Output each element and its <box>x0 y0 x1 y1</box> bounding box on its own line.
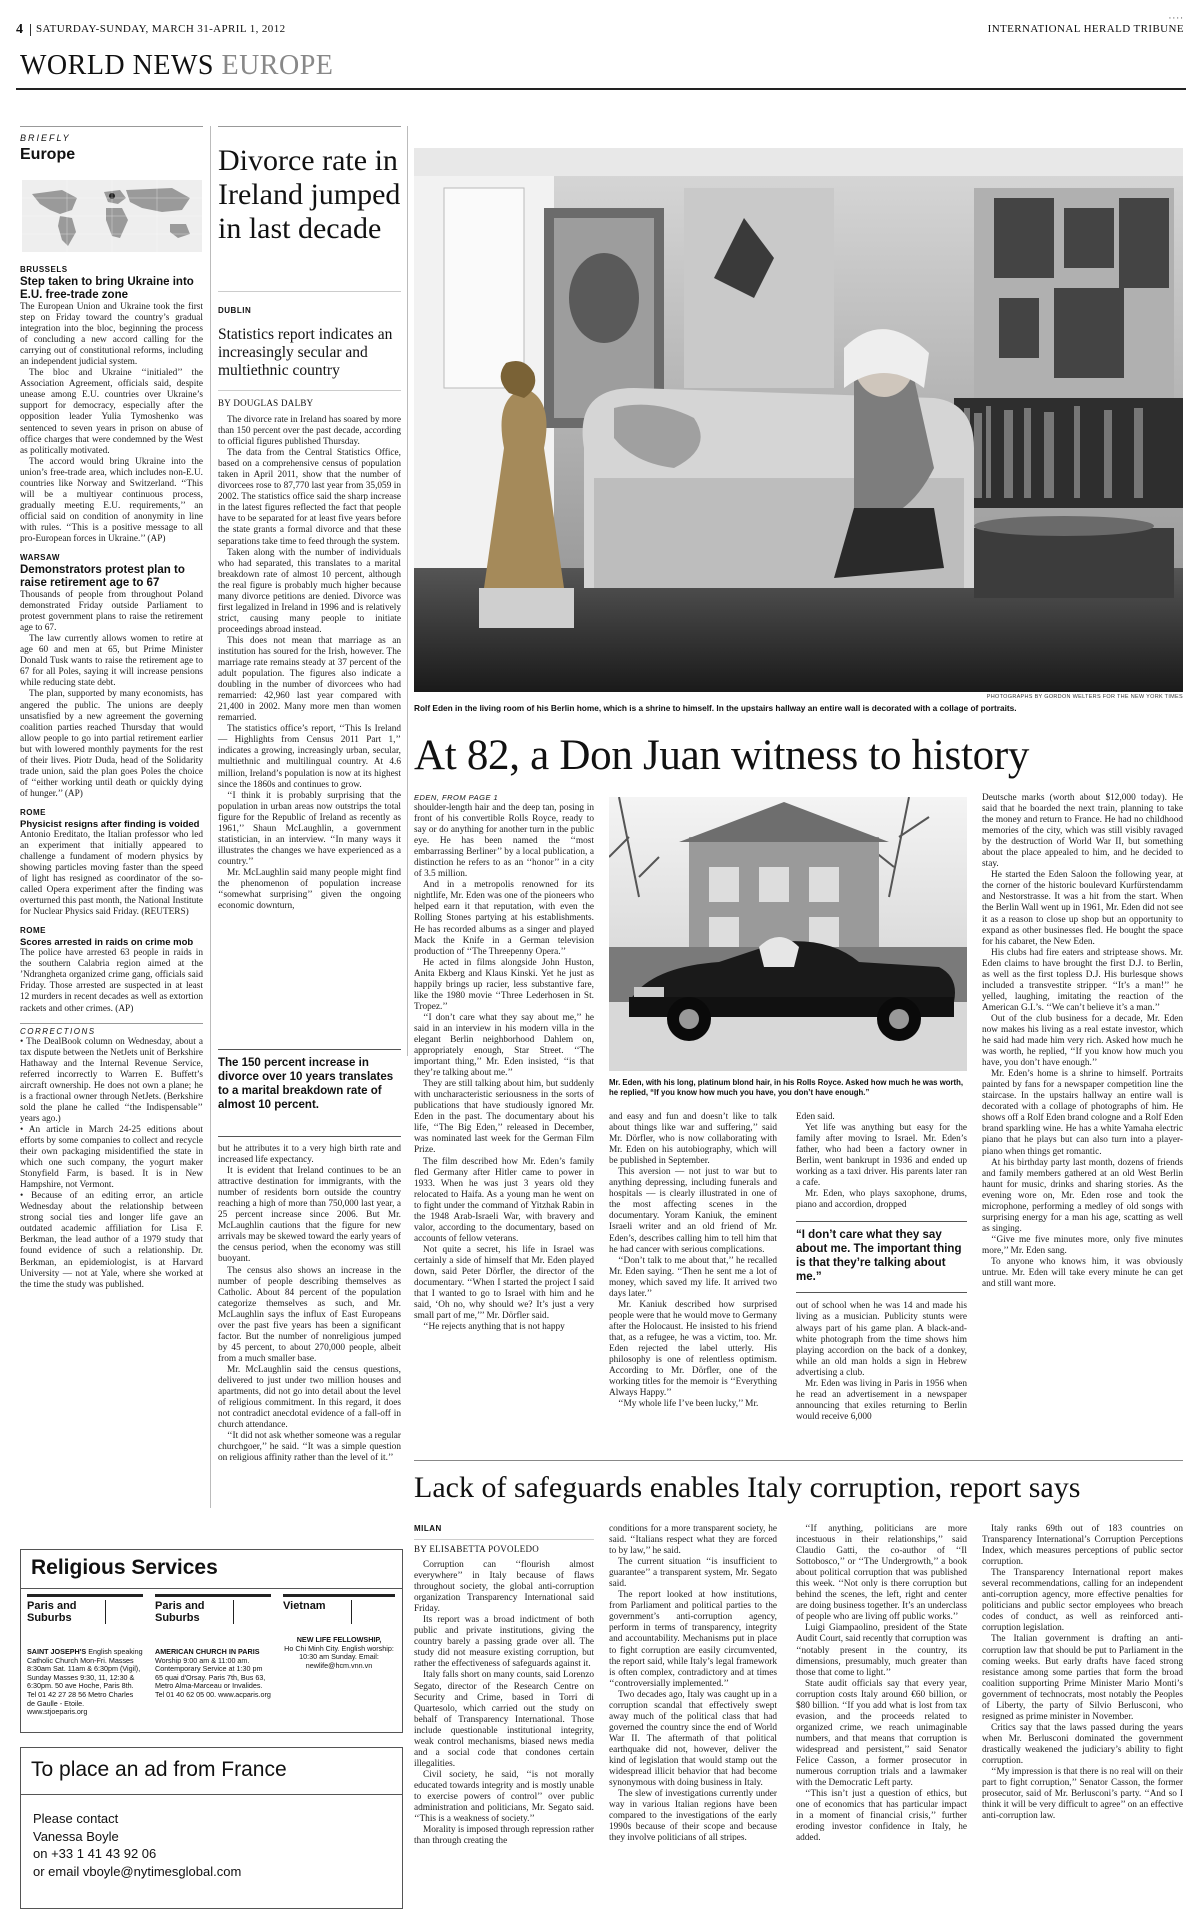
paragraph: It is evident that Ireland continues to be an attractive destination for immigrants, with the number of residents born outside the country reaching a high of more than 750,000 last year, a 25 percent increase since 2006. But Mr. McLaughlin cautions that the figure for new arrivals may be skewed toward the early years of the census period, when the economy was still buoyant. <box>218 1166 401 1265</box>
italy-dateline: MILAN <box>414 1524 442 1533</box>
main-photo-caption: Rolf Eden in the living room of his Berlin home, which is a shrine to himself. In the upstairs hallway an entire wall is decorated with a collage of portraits. <box>414 703 1017 713</box>
brief-dateline: ROME <box>20 926 46 936</box>
region-label: Paris and Suburbs <box>27 1600 106 1624</box>
eden-jump-label: EDEN, FROM PAGE 1 <box>414 793 499 802</box>
paragraph: conditions for a more transparent society, he said. ‘‘Italians respect what they are forced to by law,’’ he said. <box>609 1524 777 1557</box>
religious-region-3 <box>283 1594 395 1670</box>
briefly-top-rule <box>20 126 203 127</box>
section-title <box>20 50 333 82</box>
italy-col-1 <box>414 1524 594 1847</box>
divorce-body <box>218 415 401 912</box>
paragraph: ‘‘I think it is probably surprising that the population in urban areas now outstrips the total figure for the Republic of Ireland as recently as 1961,’’ Shaun McLaughlin, a government statistician, in an interview. ‘‘In many ways it illustrates the changes we have experienced as a country.’’ <box>218 790 401 867</box>
world-map-icon <box>22 180 202 252</box>
eden-col1-body <box>414 803 594 1333</box>
paragraph: Out of the club business for a decade, Mr. Eden now makes his living as a real estate investor, which he said had made him very rich. Asked how much he was worth, he replied, ‘‘If you know how much you have, you don’t have enough.’’ <box>982 1013 1183 1069</box>
divorce-pullquote-box <box>218 1049 401 1112</box>
paragraph: Yet life was anything but easy for the family after moving to Israel. Mr. Eden’s father, who had been a factory owner in Berlin, went bankrupt in 1936 and ended up working as a taxi driver. His parents later ran a cafe. <box>796 1123 967 1189</box>
paragraph: To anyone who knows him, it was obviously untrue. Mr. Eden will take every minute he can get and still want more. <box>982 1256 1183 1290</box>
paragraph: Its report was a broad indictment of both public and private institutions, giving the country barely a passing grade over all. The study did not measure existing corruption, but rather the effectiveness of safeguards against it. <box>414 1615 594 1670</box>
italy-col3-body <box>796 1524 967 1844</box>
masthead-divider <box>30 24 31 36</box>
paragraph: shoulder-length hair and the deep tan, posing in front of his convertible Rolls Royce, ready to say or do anything for another turn in the public eye. He has been named the ‘‘most embarrassing Berliner’’ by a local publication, a distinction he refers to as an ‘‘honor’’ in a city of 3.5 million. <box>414 803 594 880</box>
photo-credit: PHOTOGRAPHS BY GORDON WELTERS FOR THE NEW YORK TIMES <box>986 694 1183 700</box>
paragraph: Critics say that the laws passed during the years when Mr. Berlusconi dominated the government drastically weakened the judiciary’s ability to fight corruption. <box>982 1722 1183 1766</box>
italy-headline: Lack of safeguards enables Italy corruption, report says <box>414 1471 1081 1504</box>
paragraph: The slew of investigations currently under way in various Italian regions have been compared to the investigations of the early 1990s because of their scope and because they involve politicians of all stripes. <box>609 1789 777 1844</box>
paragraph: This does not mean that marriage as an institution has soured for the Irish, however. The marriage rate remains steady at 37 percent of the adult population. The figures also indicate a doubling in the number of divorcees who had remarried: 42,960 last year compared with 21,400 in 2002. Many more men than women remarried. <box>218 635 401 724</box>
paragraph: ‘‘This isn’t just a question of ethics, but one of economics that has particular impact in a moment of financial crisis,’’ further eroding investor confidence in Italy, he added. <box>796 1789 967 1844</box>
divorce-top-rule <box>218 126 401 127</box>
divorce-subhead: Statistics report indicates an increasingly secular and multiethnic country <box>218 326 393 379</box>
briefly-right-rule <box>210 126 211 1508</box>
paragraph: but he attributes it to a very high birth rate and increased life expectancy. <box>218 1144 401 1166</box>
listing-text: English speaking Catholic Church Mon-Fri. Masses 8:30am Sat. 11am & 6:30pm (Vigil), Sunday Masses 9:30, 11, 12:30 & 6:30pm. 50 ave Hoche, Paris 8th. Tel 01 42 27 28 56 Metro Charles de Gaulle - Etoile. www.stjoeparis.org <box>27 1647 143 1717</box>
divorce-headline-rule <box>218 291 401 292</box>
religious-services-box <box>20 1549 403 1733</box>
paragraph: The data from the Central Statistics Office, based on a comprehensive census of population taken in April 2011, show that the number of divorcees rose to 87,770 last year from 35,059 in 2002. The statistics office said the sharp increase in the latest figures reflected the fact that people have to be separated for at least five years before the state grants a formal divorce and that these separations take time to feed through the system. <box>218 448 401 547</box>
italy-col2-body <box>609 1524 777 1844</box>
listing-name: SAINT JOSEPH'S <box>27 1647 87 1656</box>
listing-text: Worship 9:00 am & 11:00 am. Contemporary Service at 1:30 pm 65 quai d'Orsay. Paris 7th, Bus 63, Metro Alma-Marceau or Invalides. Tel 01 40 62 05 00. www.acparis.org <box>155 1655 271 1699</box>
ad-line: Vanessa Boyle <box>33 1828 119 1844</box>
paragraph: The plan, supported by many economists, has angered the public. The unions are deeply unsatisfied by a new agreement the governing coalition parties reached Thursday that would allow people to go into partial retirement earlier but with lowered monthly payments for the rest of their lives. Piotr Duda, head of the Solidarity trade union, said the plan goes Poles the choice of ‘‘either working until death or quickly dying of hunger.’’ (AP) <box>20 689 203 799</box>
corrections-label: CORRECTIONS <box>20 1026 96 1036</box>
religious-region-2 <box>155 1594 271 1700</box>
paragraph: Deutsche marks (worth about $12,000 today). He said that he boarded the next train, planning to take the money and return to France. He had no childhood memories of the city, which was still visibly ravaged by the destruction of World War II, but something about the place appealed to him, and he decided to stay. <box>982 793 1183 870</box>
paragraph: Mr. Eden, who plays saxophone, drums, piano and accordion, dropped <box>796 1189 967 1211</box>
paragraph: out of school when he was 14 and made his living as a musician. Publicity stunts were always part of his game plan. A black-and-white photograph from the time shows him playing accordion on the back of a donkey, while an old man holds a sign in Hebrew advertising a club. <box>796 1301 967 1378</box>
brief-headline: Physicist resigns after finding is voided <box>20 818 200 830</box>
masthead <box>16 14 1186 90</box>
paragraph: ‘‘I don’t care what they say about me,’’ he said in an interview in his modern villa in the elegant Berlin neighborhood Dahlem on, appropriately enough, Star Street. ‘‘The important thing,’’ Mr. Eden insisted, ‘‘is that they’re talking about me.’’ <box>414 1012 594 1079</box>
divorce-body-continued <box>218 1144 401 1464</box>
paragraph: The current situation ‘‘is insufficient to guarantee’’ a transparent system, Mr. Segato said. <box>609 1557 777 1590</box>
corrections <box>20 1023 203 1291</box>
correction-item: • An article in March 24-25 editions about efforts by some companies to collect and recycle their own packaging misidentified the state in which one such company, the yogurt maker Stonyfield Farm, is based. It is in New Hampshire, not Vermont. <box>20 1124 203 1191</box>
divorce-byline: BY DOUGLAS DALBY <box>218 398 314 408</box>
divorce-headline: Divorce rate in Ireland jumped in last decade <box>218 144 401 245</box>
eden-col2-body <box>609 1112 777 1410</box>
paragraph: The report looked at how institutions, from Parliament and political parties to the government’s anti-corruption agency, perform in terms of transparency, integrity and accountability. Mechanisms put in place to fight corruption are easily circumvented, the report said, while Italy’s legal framework is often complex, contradictory and at times ‘‘controversially implemented.’’ <box>609 1590 777 1689</box>
brief-item <box>20 808 203 918</box>
brief-body <box>20 830 203 918</box>
paragraph: The film described how Mr. Eden’s family fled Germany after Hitler came to power in 1933. When he was just 3 years old they relocated to Haifa. As a young man he went on to fight under the command of Yitzhak Rabin in the 1948 Arab-Israeli War, with bravery and valor, according to the documentary, based on accounts of fellow veterans. <box>414 1156 594 1244</box>
religious-services-title: Religious Services <box>31 1556 218 1579</box>
eden-main-photo <box>414 148 1183 692</box>
listing-text: Ho Chi Minh City. English worship: 10:30 am Sunday. Email: newlife@hcm.vnn.vn <box>284 1643 394 1670</box>
divorce-pullquote: The 150 percent increase in divorce over 10 years translates to a marital breakdown rate of almost 10 percent. <box>218 1057 394 1111</box>
paragraph: The statistics office’s report, ‘‘This Is Ireland — Highlights from Census 2011 Part 1,’’ indicates a growing, increasingly urban, secular, multiethnic and multilingual country. At 4.6 million, Ireland’s population is now at its highest since the 1860s and continues to grow. <box>218 724 401 790</box>
paragraph: ‘‘Don’t talk to me about that,’’ he recalled Mr. Eden saying. ‘‘Then he sent me a lot of money, which saved my life. It arrived two days later.’’ <box>609 1255 777 1299</box>
paragraph: Corruption can ‘‘flourish almost everywhere’’ in Italy because of flaws throughout society, the global anti-corruption organization Transparency International said Friday. <box>414 1560 594 1615</box>
section-name: WORLD NEWS <box>20 50 214 81</box>
italy-byline: BY ELISABETTA POVOLEDO <box>414 1544 540 1554</box>
divorce-right-rule <box>407 126 408 1056</box>
brief-headline: Demonstrators protest plan to raise retirement age to 67 <box>20 564 185 590</box>
paragraph: Thousands of people from throughout Poland demonstrated Friday outside Parliament to protest government plans to raise the retirement age to 67. <box>20 590 203 634</box>
divorce-pullquote-rule <box>218 1136 401 1137</box>
paragraph: He started the Eden Saloon the following year, at the corner of the historic boulevard Kurfürstendamm and Nestorstrasse. It was a hit from the start. When the Berlin Wall went up in 1961, Mr. Eden did not see it as a reason to close up shop but an opportunity to expand as other businesses fled. He bought the space for his cabaret, the New Eden. <box>982 870 1183 947</box>
paragraph: Italy ranks 69th out of 183 countries on Transparency International’s Corruption Perceptions Index, which measures perceptions of public sector corruption. <box>982 1524 1183 1568</box>
region-label: Paris and Suburbs <box>155 1600 234 1624</box>
paragraph: This aversion — not just to war but to anything depressing, including funerals and hospitals — is clearly illustrated in one of the most affecting scenes in the documentary. Yoram Kaniuk, the eminent Israeli writer and an old friend of Mr. Eden’s, describes calling him to tell him that he had cancer with serious complications. <box>609 1167 777 1255</box>
brief-list <box>20 265 203 1291</box>
paragraph: Antonio Ereditato, the Italian professor who led an experiment that initially appeared to challenge a fundament of modern physics by showing particles moving faster than the speed of light has resigned as coordinator of the so-called Opera experiment after the finding was overturned this past month, the National Institute for Nuclear Physics said Friday. (REUTERS) <box>20 829 203 918</box>
paragraph: The law currently allows women to retire at age 60 and men at 65, but Prime Minister Donald Tusk wants to raise the retirement age to 67 for all Poles, saying it will increase pensions while reducing state debt. <box>20 634 203 689</box>
ad-line: Please contact <box>33 1811 119 1826</box>
briefly-items <box>20 265 203 1291</box>
car-photo-caption: Mr. Eden, with his long, platinum blond hair, in his Rolls Royce. Asked how much he was worth, he replied, “If you know how much you have, you don’t have enough.” <box>609 1078 964 1097</box>
eden-col3-body <box>796 1112 967 1211</box>
paragraph: Taken along with the number of individuals who had separated, this translates to a marital breakdown rate of almost 10 percent, although the real figure is probably much higher because many divorce petitions are denied. Divorce was first legalized in Ireland in 1996 and is relatively strict, causing many people to initiate proceedings abroad instead. <box>218 547 401 635</box>
paragraph: Morality is imposed through repression rather than through creating the <box>414 1825 594 1847</box>
paragraph: Mr. McLaughlin said the census questions, delivered to just under two million houses and apartments, did not go into detail about the level of religious commitment. In this regard, it does not contradict anecdotal evidence of a fall-off in church attendance. <box>218 1364 401 1431</box>
living-room-photo <box>414 148 1183 692</box>
region-label: Vietnam <box>283 1600 352 1624</box>
masthead-rule <box>16 88 1186 90</box>
paragraph: ‘‘Give me five minutes more, only five minutes more,’’ Mr. Eden sang. <box>982 1234 1183 1256</box>
brief-item <box>20 926 203 1014</box>
masthead-paper: INTERNATIONAL HERALD TRIBUNE <box>987 23 1184 35</box>
ad-email[interactable]: or email vboyle@nytimesglobal.com <box>33 1863 242 1879</box>
paragraph: Mr. Kaniuk described how surprised people were that he would move to Germany after the Holocaust. He insisted to his friend that, as a refugee, he was a victim, too. Mr. Eden rejected the label utterly. His philosophy is one of relentless optimism. According to Mr. Dörfler, one of the working titles for the memoir is ‘‘Everything Always Happy.’’ <box>609 1299 777 1399</box>
brief-body <box>20 302 203 545</box>
brief-body <box>20 948 203 1014</box>
paragraph: Mr. Eden’s home is a shrine to himself. Portraits painted by fans for a newspaper competition line the staircase. In the upstairs hallway an entire wall is decorated with a collage of photographs of him. He shows off a Rolf Eden brand cologne and a Rolf Eden brand sparkling wine. He has a white Yamaha electric piano that he plays but can also turn into a player-piano when things get romantic. <box>982 1069 1183 1157</box>
subsection-name: EUROPE <box>221 50 334 81</box>
eden-car-photo <box>609 797 967 1071</box>
brief-dateline: BRUSSELS <box>20 265 68 274</box>
brief-headline: Step taken to bring Ukraine into E.U. free-trade zone <box>20 276 194 301</box>
paragraph: They are still talking about him, but suddenly with uncharacteristic seriousness in the sorts of publications that have studiously ignored Mr. Eden in the past. The documentary about his life, ‘‘The Big Eden,’’ released in December, was nominated last week for the German Film Prize. <box>414 1079 594 1156</box>
listing-name: AMERICAN CHURCH IN PARIS <box>155 1647 260 1656</box>
eden-col-1 <box>414 793 594 1333</box>
ad-title: To place an ad from France <box>31 1758 287 1781</box>
ad-contact <box>33 1810 241 1880</box>
paragraph: The European Union and Ukraine took the first step on Friday toward the country’s gradual integration into the bloc, beginning the process of concluding a new accord calling for the carrying out of constitutional reforms, including an independent judicial system. <box>20 302 203 368</box>
masthead-dots: ···· <box>1168 14 1184 24</box>
paragraph: State audit officials say that every year, corruption costs Italy around €60 billion, or $80 billion. ‘‘If you add what is lost from tax evasion, and the proceeds related to organized crime, we reach unimaginable numbers, and that means that corruption is widespread and persistent,’’ said Senator Felice Casson, a former prosecutor in numerous corruption trials and a lawmaker with the Democratic Left party. <box>796 1678 967 1789</box>
paragraph: The police have arrested 63 people in raids in the southern Calabria region aimed at the ’Ndrangheta organized crime gang, officials said Friday. Those arrested are suspected in at least 12 murders in recent decades as well as extortion rackets and other crimes. (AP) <box>20 948 203 1014</box>
paragraph: Two decades ago, Italy was caught up in a corruption scandal that effectively swept away much of the political class that had governed the country since the end of World War II. The aftermath of that political earthquake did not, however, deliver the kind of legislation that would stamp out the widespread illicit behavior that had become synonymous with doing business in Italy. <box>609 1689 777 1789</box>
correction-item: • Because of an editing error, an article Wednesday about the relationship between strong social ties and longer life gave an outdated academic affiliation for Lisa F. Berkman, the lead author of a 1979 study that found evidence of such a relationship. Dr. Berkman, an epidemiologist, is at Harvard University — not at Yale, where she worked at the time the study was published. <box>20 1191 203 1290</box>
paragraph: The bloc and Ukraine ‘‘initialed’’ the Association Agreement, officials said, despite unease among E.U. countries over Ukraine’s support for democracy, especially after the opposition leader Yulia Tymoshenko was sentenced to seven years in prison on abuse of office charges that were condemned by the West as politically motivated. <box>20 368 203 456</box>
corrections-body <box>20 1037 203 1291</box>
brief-item <box>20 265 203 545</box>
eden-col4-body <box>982 793 1183 1290</box>
paragraph: Luigi Giampaolino, president of the State Audit Court, said recently that corruption was ‘‘notably present in the country, its dimensions, presumably, much greater than those that come to light.’’ <box>796 1623 967 1678</box>
paragraph: and easy and fun and doesn’t like to talk about things like war and suffering,’’ said Mr. Dörfler, who is now collaborating with Mr. Eden on his autobiography, which will be published in September. <box>609 1112 777 1167</box>
paragraph: The accord would bring Ukraine into the union’s free-trade area, which includes non-E.U. countries like Norway and Switzerland. ‘‘This will be a multiyear continuous process, gradually meeting E.U. requirements,’’ an official said on condition of anonymity in line with rules. ‘‘This is a positive message to all pro-European forces in Ukraine.’’ (AP) <box>20 456 203 544</box>
religious-region-1 <box>27 1594 143 1717</box>
eden-col-3 <box>796 1112 967 1423</box>
paragraph: ‘‘My whole life I’ve been lucky,’’ Mr. <box>618 1399 759 1410</box>
briefly-kicker: BRIEFLY <box>20 133 71 143</box>
page-number: 4 <box>16 22 23 37</box>
correction-item: • The DealBook column on Wednesday, about a tax dispute between the NetJets unit of Berkshire Hathaway and the Internal Revenue Service, referred incorrectly to Warren E. Buffett’s aircraft ownership. He does not own a plane; he is a fractional owner through NetJets. (Berkshire sold the plane he called ‘‘the Indispensable’’ years ago.) <box>20 1036 203 1124</box>
paragraph: ‘‘If anything, politicians are more incestuous in their relationships,’’ said Claudio Gatti, the co-author of ‘‘Il Sottobosco,’’ or ‘‘The Undergrowth,’’ a book about political corruption that was published this week. ‘‘Not only is there corruption but behind the scenes, the left, right and center are doing business together. It’s an underclass of people who are living off public works.’’ <box>796 1524 967 1623</box>
divorce-dateline: DUBLIN <box>218 306 252 315</box>
paragraph: The Italian government is drafting an anti-corruption law that should be put to Parliament in the coming weeks. But early drafts have faced strong resistance among some parties that form the broad coalition supporting Prime Minister Mario Monti’s government of technocrats, most notably the Peoples of Liberty, the party of Silvio Berlusconi, who resigned as prime minister in November. <box>982 1634 1183 1722</box>
paragraph: The census also shows an increase in the number of people describing themselves as Catholic. About 84 percent of the population categorize themselves as such, and Mr. McLaughlin says the influx of East Europeans over the past five years has been a significant factor. But the number of nonreligious jumped by 45 percent, to about 270,000 people, albeit from a much smaller base. <box>218 1265 401 1364</box>
italy-col4-body <box>982 1524 1183 1822</box>
rolls-royce-photo <box>609 797 967 1071</box>
brief-body <box>20 590 203 800</box>
eden-pullquote: “I don’t care what they say about me. The important thing is that they’re talking about me.” <box>796 1221 967 1292</box>
paragraph: ‘‘He rejects anything that is not happy <box>423 1322 565 1333</box>
ad-box <box>20 1747 403 1909</box>
paragraph: Mr. Eden was living in Paris in 1956 when he read an advertisement in a newspaper announcing that exiles returning to Berlin would receive 6,000 <box>796 1378 967 1422</box>
paragraph: ‘‘It did not ask whether someone was a regular churchgoer,’’ he said. ‘‘It was a simple question on religious affinity rather than the level of it.’’ <box>218 1431 401 1464</box>
paragraph: At his birthday party last month, dozens of friends and family members gathered at an old West Berlin haunt for music, drinks and sharing stories. As the evening wore on, Mr. Eden rose and took the microphone, performing a medley of old songs with surprising energy for a man his age, scatting as well as singing. <box>982 1157 1183 1234</box>
eden-headline: At 82, a Don Juan witness to history <box>414 732 1030 779</box>
divorce-subhead-rule <box>218 390 401 391</box>
paragraph: Civil society, he said, ‘‘is not morally educated towards integrity and is mostly unable to exercise powers of control’’ over public administration and politicians, Mr. Segato said. ‘‘This is a weakness of society.’’ <box>414 1769 594 1825</box>
listing-name: NEW LIFE FELLOWSHIP, <box>296 1635 382 1644</box>
brief-item <box>20 553 203 800</box>
italy-col1-body <box>414 1560 594 1847</box>
paragraph: And in a metropolis renowned for its nightlife, Mr. Eden was one of the pioneers who helped earn it that reputation, with even the Rolling Stones partying at his establishments. He has recorded albums as a singer and played Mack the Knife in a German television production of ‘‘The Threepenny Opera.’’ <box>414 880 594 957</box>
paragraph: ‘‘My impression is that there is no real will on their part to fight corruption,’’ Senator Casson, the former prosecutor, said of Mr. Berlusconi’s party. ‘‘And so I think it will be very difficult to agree’’ on an effective anti-corruption law. <box>982 1767 1183 1822</box>
paragraph: Not quite a secret, his life in Israel was certainly a side of himself that Mr. Eden played down, said Peter Dörfler, the director of the documentary. ‘‘When I started the project I said that I wanted to go to Israel with him and he said, ‘Oh no, why should we? It’s just a very small part of me,’’’ Mr. Dörfler said. <box>414 1244 594 1322</box>
paragraph: His clubs had fire eaters and striptease shows. Mr. Eden claims to have brought the first D.J. to Berlin, as well as the first topless D.J. His burlesque shows included a transvestite stripper. ‘‘It’s a man!’’ he yelled, laughing, imitating the reaction of the American G.I.’s. ‘‘We can’t believe it’s a man.’’ <box>982 947 1183 1013</box>
brief-dateline: ROME <box>20 807 46 817</box>
paragraph: He acted in films alongside John Huston, Anita Ekberg and Klaus Kinski. Yet he just as happily brings up racier, less substantive fare, like the 1980 movie ‘‘Three Lederhosen in St. Tropez.’’ <box>414 957 594 1012</box>
brief-headline: Scores arrested in raids on crime mob <box>20 937 194 949</box>
paragraph: Italy falls short on many counts, said Lorenzo Segato, director of the Research Centre on Security and Crime, based in Torri di Quartesolo, which carried out the study on behalf of Transparency International. Those include questionable institutional integrity, weak control mechanisms, biased news media and a social code that condones certain illegalities. <box>414 1670 594 1769</box>
brief-dateline: WARSAW <box>20 553 60 563</box>
paragraph: Eden said. <box>796 1112 835 1122</box>
eden-col3-body-continued <box>796 1301 967 1423</box>
briefly-region: Europe <box>20 146 76 163</box>
paragraph: Mr. McLaughlin said many people might find the phenomenon of population increase ‘‘somewhat surprising’’ given the ongoing economic downturn, <box>218 867 401 912</box>
masthead-date: SATURDAY-SUNDAY, MARCH 31-APRIL 1, 2012 <box>36 23 286 35</box>
italy-headline-rule <box>414 1460 1183 1461</box>
paragraph: The Transparency International report makes several recommendations, calling for an independent anti-corruption agency, more effective penalties for politicians and public sector employees who breach codes of conduct, as well as reinforced anti-corruption legislation. <box>982 1568 1183 1634</box>
paragraph: The divorce rate in Ireland has soared by more than 150 percent over the past decade, according to official figures published Thursday. <box>218 415 401 448</box>
ad-phone[interactable]: on +33 1 41 43 92 06 <box>33 1846 157 1861</box>
europe-map <box>22 180 202 252</box>
